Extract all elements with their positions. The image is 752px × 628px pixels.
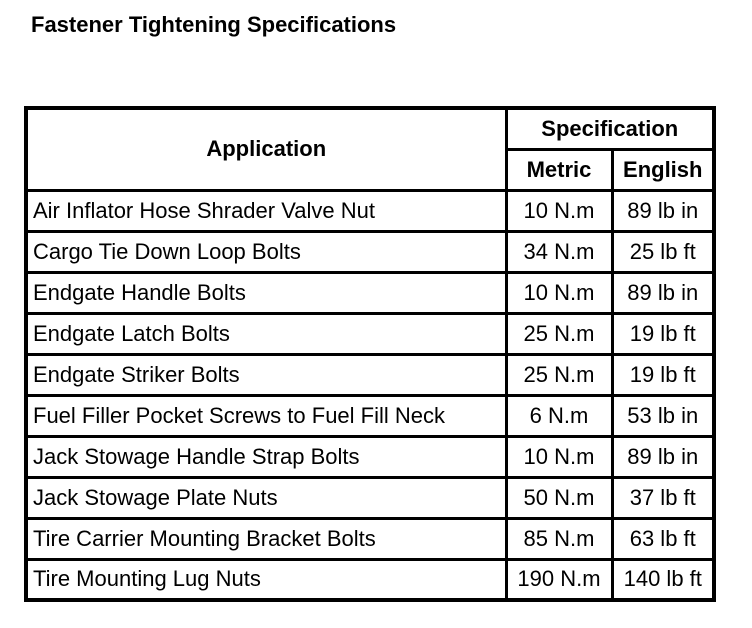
table-row: [26, 354, 714, 395]
table-row: [26, 313, 714, 354]
application-header: Application: [26, 108, 506, 190]
metric-cell: 85 N.m: [506, 518, 612, 559]
document-title: Fastener Tightening Specifications: [31, 12, 397, 37]
english-cell: 25 lb ft: [612, 231, 714, 272]
metric-cell: 25 N.m: [506, 313, 612, 354]
table-row: [26, 395, 714, 436]
english-cell: 19 lb ft: [612, 313, 714, 354]
application-cell: Tire Mounting Lug Nuts: [26, 559, 506, 600]
english-cell: 63 lb ft: [612, 518, 714, 559]
application-cell: Endgate Handle Bolts: [26, 272, 506, 313]
application-cell: Air Inflator Hose Shrader Valve Nut: [26, 190, 506, 231]
english-cell: 37 lb ft: [612, 477, 714, 518]
fastener-spec-table: [24, 106, 716, 602]
english-cell: 89 lb in: [612, 190, 714, 231]
english-header: English: [612, 149, 714, 190]
application-cell: Jack Stowage Handle Strap Bolts: [26, 436, 506, 477]
metric-cell: 34 N.m: [506, 231, 612, 272]
application-cell: Cargo Tie Down Loop Bolts: [26, 231, 506, 272]
metric-cell: 10 N.m: [506, 436, 612, 477]
metric-cell: 50 N.m: [506, 477, 612, 518]
table-row: [26, 190, 714, 231]
table-row: [26, 559, 714, 600]
table-row: [26, 272, 714, 313]
english-cell: 53 lb in: [612, 395, 714, 436]
metric-cell: 10 N.m: [506, 272, 612, 313]
metric-cell: 190 N.m: [506, 559, 612, 600]
metric-cell: 25 N.m: [506, 354, 612, 395]
table-row: [26, 436, 714, 477]
table-row: [26, 477, 714, 518]
application-cell: Jack Stowage Plate Nuts: [26, 477, 506, 518]
application-cell: Fuel Filler Pocket Screws to Fuel Fill Neck: [26, 395, 506, 436]
metric-header: Metric: [506, 149, 612, 190]
table-row: [26, 518, 714, 559]
english-cell: 140 lb ft: [612, 559, 714, 600]
specification-header: Specification: [506, 108, 714, 149]
metric-cell: 10 N.m: [506, 190, 612, 231]
application-cell: Tire Carrier Mounting Bracket Bolts: [26, 518, 506, 559]
table-row: [26, 231, 714, 272]
english-cell: 89 lb in: [612, 436, 714, 477]
table-header-row: [26, 108, 714, 149]
english-cell: 19 lb ft: [612, 354, 714, 395]
application-cell: Endgate Latch Bolts: [26, 313, 506, 354]
metric-cell: 6 N.m: [506, 395, 612, 436]
english-cell: 89 lb in: [612, 272, 714, 313]
application-cell: Endgate Striker Bolts: [26, 354, 506, 395]
